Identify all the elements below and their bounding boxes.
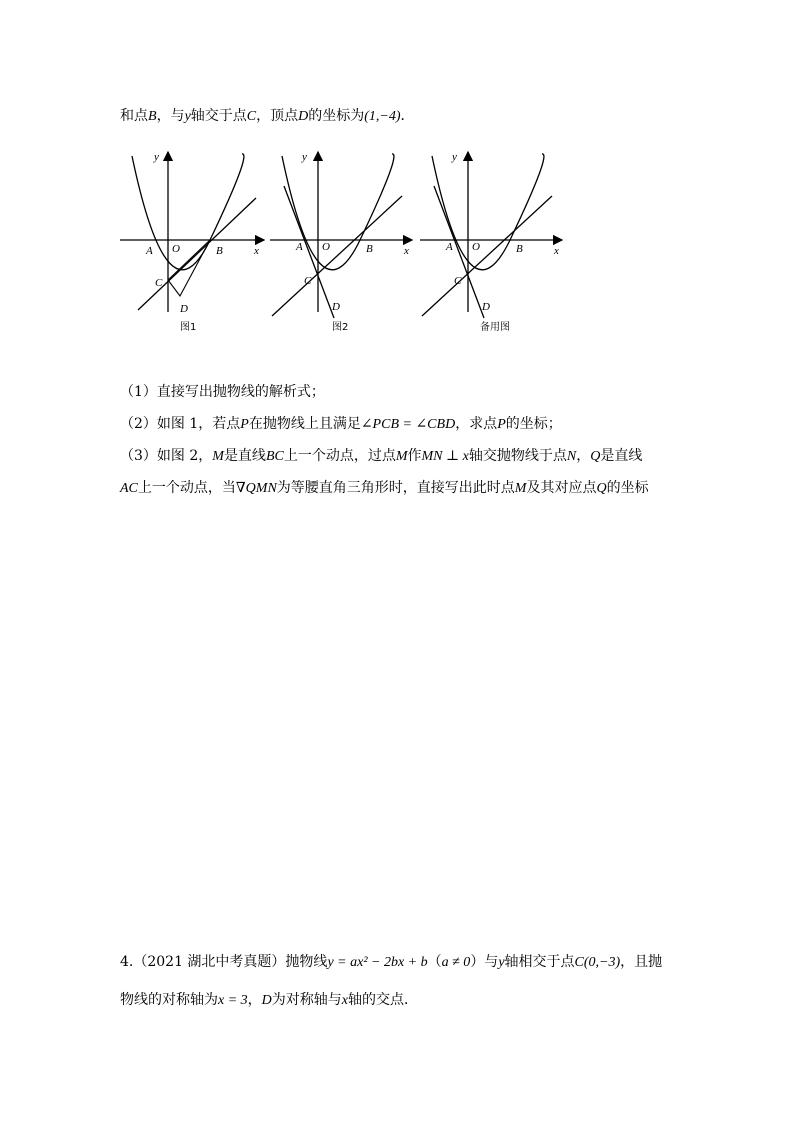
line-bc: [422, 196, 552, 316]
q3-text: 上一个动点，当: [137, 480, 236, 496]
q3-text: 轴交抛物线于点: [468, 448, 567, 464]
triangle-qmn: ∇QMN: [235, 481, 277, 496]
p4-text: 为对称轴与: [271, 992, 342, 1008]
p4-text: ，且抛: [620, 954, 663, 970]
label-c: C: [155, 277, 163, 289]
intro-text: 和点: [120, 108, 148, 124]
q2-text: （2）如图 1，若点: [120, 416, 241, 432]
p4-text: 轴相交于点: [504, 954, 575, 970]
q3-text: 是直线: [223, 448, 266, 464]
label-x: x: [254, 245, 259, 257]
label-y: y: [302, 151, 307, 163]
q3-text: （3）如图 2，: [120, 448, 213, 464]
a-condition: a ≠ 0: [441, 955, 471, 970]
figure-caption: 图1: [180, 322, 197, 333]
line-bc-name: BC: [265, 449, 284, 464]
p4-text: 轴的交点．: [348, 992, 419, 1008]
label-b: B: [516, 243, 523, 255]
point-m: M: [514, 481, 527, 496]
label-a: A: [146, 245, 153, 257]
p4-text: ）与: [470, 954, 499, 970]
label-b: B: [216, 245, 223, 257]
point-q: Q: [596, 481, 607, 496]
y-var: y: [184, 109, 191, 124]
label-o: O: [172, 243, 180, 255]
label-c: C: [304, 275, 312, 287]
symmetry-axis: x = 3: [218, 993, 248, 1008]
q2-text: 的坐标；: [505, 416, 562, 432]
p4-text: （: [427, 954, 442, 970]
intro-text: ，与: [156, 108, 185, 124]
question-3-line-1: [120, 446, 642, 467]
problem-4-line-1: [120, 952, 662, 973]
figure-caption: 备用图: [480, 322, 510, 333]
point-m: M: [395, 449, 408, 464]
label-o: O: [472, 241, 480, 253]
label-c: C: [454, 275, 462, 287]
label-d: D: [180, 303, 188, 315]
q3-text: 为等腰直角三角形时，直接写出此时点: [276, 480, 515, 496]
point-d: D: [261, 993, 272, 1008]
line-bc: [138, 198, 256, 310]
figure-1: [120, 151, 264, 333]
point-b: B: [148, 109, 157, 124]
y-var: y: [498, 955, 505, 970]
label-y: y: [452, 151, 457, 163]
intro-line: [120, 106, 415, 127]
question-2: [120, 414, 562, 435]
figures-svg: [112, 140, 582, 340]
label-x: x: [404, 245, 409, 257]
perpendicular-condition: MN ⊥ x: [421, 449, 469, 464]
p4-text: 物线的对称轴为: [120, 992, 218, 1008]
label-a: A: [296, 241, 303, 253]
q3-text: 是直线: [600, 448, 643, 464]
figure-3: [420, 151, 562, 333]
line-bc: [272, 196, 402, 316]
point-c-coord: C(0,−3): [574, 955, 621, 970]
point-c: C: [246, 109, 257, 124]
problem-4-line-2: [120, 990, 418, 1011]
x-var: x: [341, 993, 349, 1008]
label-d: D: [332, 301, 340, 313]
point-p: P: [240, 417, 249, 432]
figure-2: [270, 151, 412, 333]
label-o: O: [322, 241, 330, 253]
q3-text: 及其对应点: [526, 480, 597, 496]
parabola-equation: y = ax² − 2bx + b: [327, 955, 428, 970]
q2-text: 在抛物线上且满足: [248, 416, 361, 432]
label-b: B: [366, 243, 373, 255]
q2-text: ，求点: [455, 416, 498, 432]
p4-text: 4.（2021 湖北中考真题）抛物线: [120, 954, 328, 970]
label-d: D: [482, 301, 490, 313]
figures-row: [112, 140, 582, 340]
intro-text: ，顶点: [256, 108, 299, 124]
point-m: M: [212, 449, 224, 464]
label-a: A: [446, 241, 453, 253]
point-n: N: [566, 449, 577, 464]
q3-text: 的坐标: [606, 480, 649, 496]
angle-condition: ∠PCB = ∠CBD: [360, 417, 456, 432]
q3-text: ，: [576, 448, 591, 464]
label-x: x: [554, 245, 559, 257]
question-1: （1）直接写出抛物线的解析式；: [120, 384, 325, 400]
point-p: P: [497, 417, 506, 432]
label-y: y: [154, 151, 159, 163]
point-q: Q: [590, 449, 601, 464]
q3-text: 作: [407, 448, 422, 464]
intro-text: 的坐标为: [308, 108, 365, 124]
q3-text: 上一个动点，过点: [283, 448, 396, 464]
p4-text: ，: [247, 992, 262, 1008]
question-3-line-2: [120, 478, 649, 499]
vertex-coord: (1,−4): [364, 109, 401, 124]
figure-caption: 图2: [332, 322, 349, 333]
intro-text: 轴交于点: [190, 108, 247, 124]
intro-text: ．: [400, 108, 415, 124]
point-d: D: [298, 109, 309, 124]
line-ac-name: AC: [120, 481, 138, 496]
